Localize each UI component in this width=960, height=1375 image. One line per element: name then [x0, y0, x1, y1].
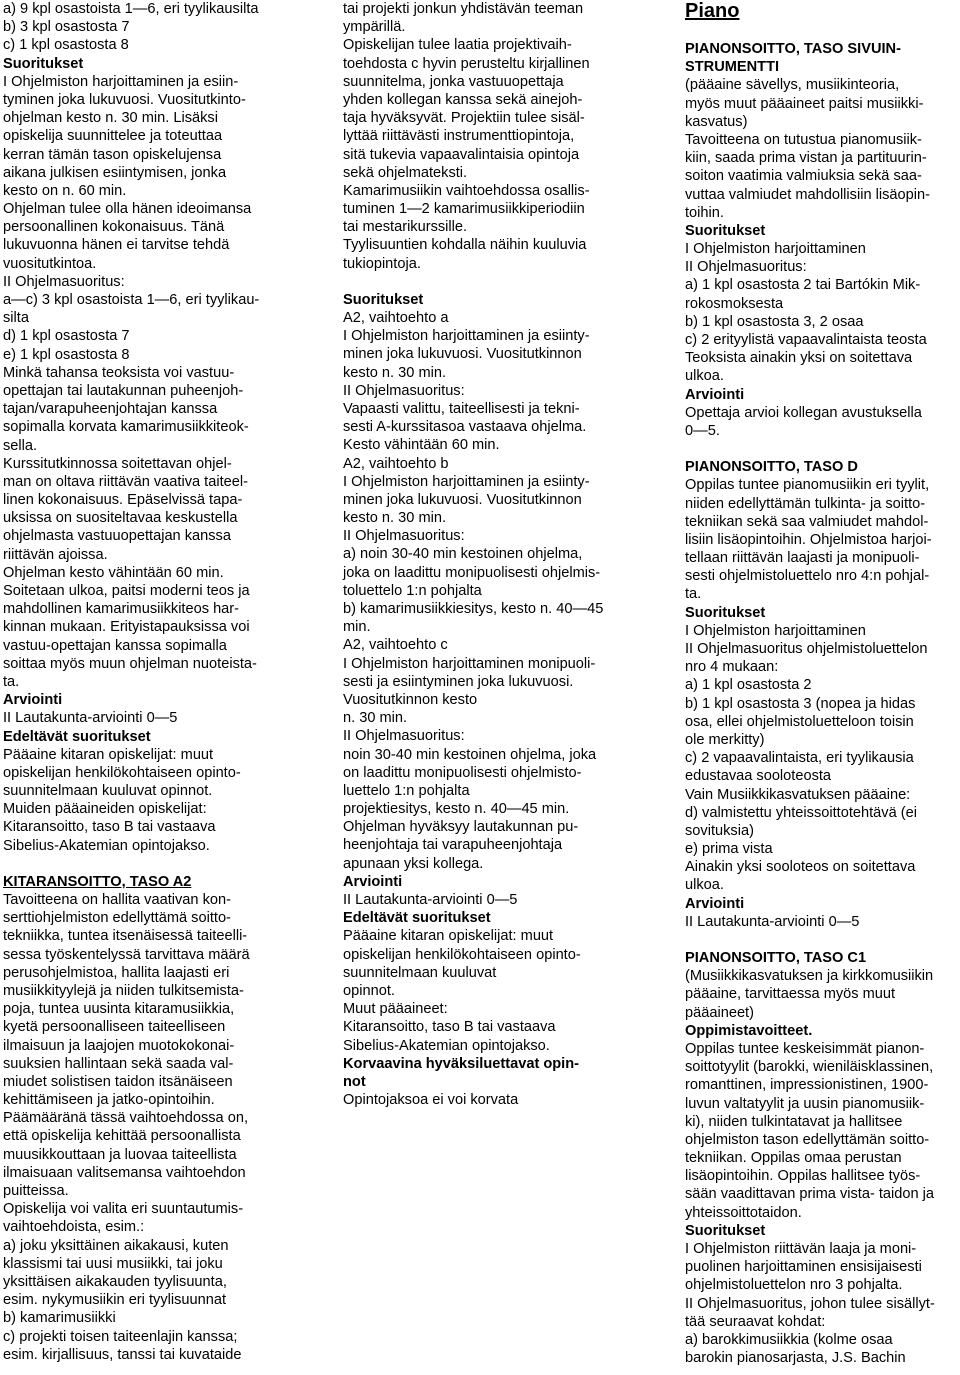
text-line: kesto n. 30 min. — [343, 364, 447, 381]
text-line: vuttaa valmiudet mahdollisiin lisäopin- — [685, 186, 930, 203]
text-line: klassismi tai uusi musiikki, tai joku — [3, 1255, 223, 1272]
text-line: c) 2 erityylistä vapaavalintaista teosta — [685, 332, 927, 348]
text-line: tekniikan. Oppilas omaa perustan — [685, 1150, 902, 1167]
section-heading: KITARANSOITTO, TASO A2 — [3, 873, 192, 890]
bold-heading: Suoritukset — [3, 55, 84, 72]
text-line: tai projekti jonkun yhdistävän teeman — [343, 1, 584, 17]
text-line: Kesto vähintään 60 min. — [343, 437, 500, 454]
text-line: kiin, saada prima vistan ja partituurin- — [685, 150, 927, 167]
text-line: ki), niiden tulkintatavat ja hallitsee — [685, 1113, 903, 1130]
bold-heading: PIANONSOITTO, TASO C1 — [685, 950, 867, 966]
text-line: suuksien hallintaan sekä saada val- — [3, 1055, 234, 1072]
text-line: Opiskelija voi valita eri suuntautumis- — [3, 1201, 244, 1218]
text-line: Kurssitutkinnossa soitettavan ohjel- — [3, 455, 232, 472]
text-line: d) 1 kpl osastosta 7 — [3, 328, 130, 345]
text-line: a) joku yksittäinen aikakausi, kuten — [3, 1237, 229, 1254]
text-line: opiskelija suunnittelee ja toteuttaa — [3, 128, 223, 145]
text-line: Ohjelman hyväksyy lautakunnan pu- — [343, 819, 579, 836]
text-line: edustavaa sooloteosta — [685, 768, 832, 785]
text-line: Teoksista ainakin yksi on soitettava — [685, 350, 913, 367]
text-line: noin 30-40 min kestoinen ohjelma, joka — [343, 746, 597, 763]
text-line: opiskelijan henkilökohtaiseen opinto- — [3, 764, 241, 781]
bold-heading: Suoritukset — [685, 1222, 766, 1239]
text-line: ohjelmiston tason edellyttämän soitto- — [685, 1131, 930, 1148]
text-line: Kitaransoitto, taso B tai vastaava — [343, 1019, 556, 1036]
text-line: myös muut pääaineet paitsi musiikki- — [685, 95, 924, 112]
text-line: tuminen 1—2 kamarimusiikkiperiodiin — [343, 201, 585, 218]
text-line: 0—5. — [685, 422, 720, 439]
text-line: perusohjelmistoa, hallita laajasti eri — [3, 964, 230, 981]
text-line: II Ohjelmasuoritus: — [343, 382, 465, 399]
text-line: Tavoitteena on tutustua pianomusiik- — [685, 131, 922, 148]
text-line: Sibelius-Akatemian opintojakso. — [343, 1037, 550, 1054]
text-line: persoonallinen kokonaisuus. Tänä — [3, 219, 225, 236]
text-line: niiden edellyttämän tulkinta- ja soitto- — [685, 495, 926, 512]
text-line: soittotyylit (barokki, wieniläisklassinen, — [685, 1059, 934, 1076]
text-line: Päämääränä tässä vaihtoehdossa on, — [3, 1110, 249, 1127]
text-line: (pääaine sävellys, musiikinteoria, — [685, 77, 900, 94]
text-line: c) projekti toisen taiteenlajin kanssa; — [3, 1328, 238, 1345]
text-line: kerran tämän tason opiskelujensa — [3, 146, 222, 163]
text-column-middle — [343, 0, 668, 1109]
text-line: (Musiikkikasvatuksen ja kirkkomusiikin — [685, 968, 934, 985]
text-line: Ohjelman kesto vähintään 60 min. — [3, 564, 224, 581]
bold-heading: Edeltävät suoritukset — [343, 910, 491, 927]
bold-heading: Korvaavina hyväksiluettavat opin- — [343, 1055, 580, 1072]
text-line: linen kokonaisuus. Epäselvissä tapa- — [3, 492, 243, 509]
text-line: kesto on n. 60 min. — [3, 182, 127, 199]
text-line: sesti A-kurssitasoa vastaava ohjelma. — [343, 419, 587, 436]
text-line: ulkoa. — [685, 368, 724, 385]
text-line: Pääaine kitaran opiskelijat: muut — [3, 746, 214, 763]
text-line: poja, tuntea uusinta kitaramusiikkia, — [3, 1001, 235, 1018]
text-line: Oppilas tuntee pianomusiikin eri tyylit, — [685, 477, 930, 494]
text-line: luettelo 1:n pohjalta — [343, 782, 470, 799]
text-line: suunnitelma, jonka vastuuopettaja — [343, 73, 564, 90]
text-line: ilmaisuaan valitsemansa vaihtoehdon — [3, 1164, 246, 1181]
spacer — [3, 855, 328, 873]
text-line: nro 4 mukaan: — [685, 659, 779, 676]
text-line: I Ohjelmiston harjoittaminen ja esiinty- — [343, 328, 590, 345]
text-line: uksissa on suositeltavaa keskustella — [3, 510, 238, 527]
text-line: toihin. — [685, 204, 724, 221]
text-line: vaihtoehdoista, esim.: — [3, 1219, 145, 1236]
text-line: min. — [343, 619, 371, 636]
text-line: A2, vaihtoehto c — [343, 637, 448, 654]
text-line: Minkä tahansa teoksista voi vastuu- — [3, 364, 235, 381]
text-line: ympärillä. — [343, 19, 406, 36]
text-line: tajan/varapuheenjohtajan kanssa — [3, 401, 218, 418]
text-line: Opintojaksoa ei voi korvata — [343, 1092, 519, 1109]
text-line: b) kamarimusiikki — [3, 1310, 116, 1327]
text-line: aikana julkisen esiintymisen, jonka — [3, 164, 227, 181]
text-line: suunnitelmaan kuuluvat opinnot. — [3, 783, 213, 800]
text-line: b) 1 kpl osastosta 3, 2 osaa — [685, 313, 864, 330]
text-line: Muut pääaineet: — [343, 1001, 448, 1018]
text-line: lyttää riittävästi instrumenttiopintoja, — [343, 128, 575, 145]
text-line: II Lautakunta-arviointi 0—5 — [685, 913, 860, 930]
text-line: a—c) 3 kpl osastoista 1—6, eri tyylikau- — [3, 292, 260, 308]
text-line: lukuvuonna hänen ei tarvitse tehdä — [3, 237, 230, 254]
text-line: b) 1 kpl osastosta 3 (nopea ja hidas — [685, 695, 916, 712]
text-line: barokin pianosarjasta, J.S. Bachin — [685, 1350, 906, 1367]
text-line: että opiskelija kehittää persoonallista — [3, 1128, 241, 1145]
text-line: Vuositutkinnon kesto — [343, 691, 478, 708]
text-line: luvun valtatyylit ja uusin pianomusiik- — [685, 1095, 925, 1112]
bold-heading: PIANONSOITTO, TASO D — [685, 459, 858, 476]
text-line: Oppilas tuntee keskeisimmät pianon- — [685, 1040, 925, 1057]
text-line: pääaine, tarvittaessa myös muut — [685, 986, 896, 1003]
text-line: romanttinen, impressionistinen, 1900- — [685, 1077, 929, 1094]
text-line: I Ohjelmiston harjoittaminen — [685, 241, 866, 258]
spacer — [685, 23, 960, 40]
text-line: Opiskelijan tulee laatia projektivaih- — [343, 37, 572, 54]
section-title: Piano — [685, 0, 740, 22]
text-line: opettajan tai lautakunnan puheenjoh- — [3, 382, 244, 399]
text-line: suunnitelmaan kuuluvat — [343, 964, 497, 981]
text-line: kasvatus) — [685, 113, 748, 130]
text-line: a) 1 kpl osastosta 2 tai Bartókin Mik- — [685, 277, 921, 294]
spacer — [685, 931, 960, 949]
text-line: lisäopintoihin. Oppilas hallitsee työs- — [685, 1168, 921, 1185]
text-line: I Ohjelmiston harjoittaminen ja esiinty- — [343, 473, 590, 490]
text-line: kyetä persoonalliseen taiteelliseen — [3, 1019, 226, 1036]
bold-heading: Suoritukset — [343, 291, 424, 308]
text-line: tukiopintoja. — [343, 255, 421, 272]
text-line: osa, ellei ohjelmistoluetteloon toisin — [685, 713, 914, 730]
text-line: d) valmistettu yhteissoittotehtävä (ei — [685, 804, 917, 821]
text-line: a) noin 30-40 min kestoinen ohjelma, — [343, 546, 583, 563]
text-line: toluettelo 1:n pohjalta — [343, 582, 482, 599]
text-line: sään vaadittavan prima vista- taidon ja — [685, 1186, 935, 1203]
text-line: kinnan mukaan. Erityistapauksissa voi — [3, 619, 250, 636]
text-line: sopimalla korvata kamarimusiikkiteok- — [3, 419, 249, 436]
text-line: sitä tukevia vapaavalintaisia opintoja — [343, 146, 580, 163]
text-line: opiskelijan henkilökohtaiseen opinto- — [343, 946, 581, 963]
text-line: I Ohjelmiston harjoittaminen ja esiin- — [3, 73, 239, 90]
text-line: projektiesitys, kesto n. 40—45 min. — [343, 801, 570, 818]
text-line: sesti ohjelmistoluettelo nro 4:n pohjal- — [685, 568, 930, 585]
text-line: Muiden pääaineiden opiskelijat: — [3, 801, 207, 818]
text-line: soittaa myös muun ohjelman nuoteista- — [3, 655, 257, 672]
text-line: apunaan yksi kollega. — [343, 855, 484, 872]
text-line: I Ohjelmiston harjoittaminen monipuoli- — [343, 655, 596, 672]
text-line: rokosmoksesta — [685, 295, 784, 312]
text-line: Ainakin yksi sooloteos on soitettava — [685, 859, 916, 876]
text-line: II Lautakunta-arviointi 0—5 — [3, 710, 178, 727]
bold-heading: Edeltävät suoritukset — [3, 728, 151, 745]
text-line: silta — [3, 310, 29, 327]
text-line: yksittäisen aikakauden tyylisuunta, — [3, 1273, 227, 1290]
text-line: kehittämiseen ja jatko-opintoihin. — [3, 1092, 215, 1109]
text-line: tellaan riittävän laajasti ja monipuoli- — [685, 550, 920, 567]
text-line: II Ohjelmasuoritus ohjelmistoluettelon — [685, 641, 928, 657]
text-line: vastuu-opettajan kanssa sopimalla — [3, 637, 227, 654]
text-line: ole merkitty) — [685, 731, 765, 748]
spacer — [685, 440, 960, 458]
text-line: esim. nykymusiikin eri tyylisuunnat — [3, 1292, 227, 1309]
text-line: II Ohjelmasuoritus: — [685, 259, 807, 276]
text-line: minen joka lukuvuosi. Vuositutkinnon — [343, 491, 582, 508]
spacer — [343, 273, 668, 291]
text-line: tekniikka, tuntea itsenäisessä taiteelli- — [3, 928, 248, 945]
text-line: Tyylisuuntien kohdalla näihin kuuluvia — [343, 237, 587, 254]
text-line: heenjohtaja tai varapuheenjohtaja — [343, 837, 563, 854]
text-line: I Ohjelmiston riittävän laaja ja moni- — [685, 1241, 917, 1257]
text-line: ohjelmasta vastuuopettajan kanssa — [3, 528, 231, 545]
text-line: Vapaasti valittu, taiteellisesti ja tekni- — [343, 400, 580, 417]
text-line: b) kamarimusiikkiesitys, kesto n. 40—45 — [343, 601, 604, 617]
text-line: b) 3 kpl osastosta 7 — [3, 19, 130, 36]
text-line: sessa työskentelyssä tarvittava määrä — [3, 946, 250, 963]
text-line: Ohjelman tulee olla hänen ideoimansa — [3, 201, 252, 218]
text-line: pääaineet) — [685, 1004, 754, 1021]
text-line: opinnot. — [343, 982, 395, 999]
text-line: II Ohjelmasuoritus: — [343, 528, 465, 545]
text-line: II Ohjelmasuoritus: — [3, 273, 125, 290]
bold-heading: STRUMENTTI — [685, 59, 780, 76]
text-line: A2, vaihtoehto b — [343, 455, 449, 472]
text-column-left — [3, 0, 328, 1364]
text-line: joka on laadittu monipuolisesti ohjelmis- — [343, 564, 601, 581]
text-line: tää seuraavat kohdat: — [685, 1313, 826, 1330]
text-line: Soitetaan ulkoa, paitsi moderni teos ja — [3, 583, 250, 599]
text-line: muusikkouttaan ja luovaa taiteellista — [3, 1146, 237, 1163]
text-line: ilmaisuun ja laajojen muotokokonai- — [3, 1037, 235, 1054]
text-line: tekniikan sekä saa valmiudet mahdol- — [685, 513, 929, 530]
text-line: c) 1 kpl osastosta 8 — [3, 37, 129, 54]
text-line: miudet solistisen taidon itsänäiseen — [3, 1073, 233, 1090]
text-line: a) 9 kpl osastoista 1—6, eri tyylikausilta — [3, 1, 259, 17]
text-line: toehdosta c hyvin perusteltu kirjallinen — [343, 55, 590, 72]
bold-heading: Arviointi — [685, 386, 745, 403]
text-line: esim. kirjallisuus, tanssi tai kuvataide — [3, 1346, 242, 1363]
text-line: Kitaransoitto, taso B tai vastaava — [3, 819, 216, 836]
text-line: serttiohjelmiston edellyttämä soitto- — [3, 910, 231, 927]
text-line: mahdollinen kamarimusiikkiteos har- — [3, 601, 240, 618]
text-line: minen joka lukuvuosi. Vuositutkinnon — [343, 346, 582, 363]
text-line: II Lautakunta-arviointi 0—5 — [343, 892, 518, 908]
text-line: sella. — [3, 437, 38, 454]
text-line: on laadittu monipuolisesti ohjelmisto- — [343, 764, 582, 781]
text-line: Vain Musiikkikasvatuksen pääaine: — [685, 786, 911, 803]
text-line: ohjelman kesto n. 30 min. Lisäksi — [3, 110, 218, 127]
text-line: c) 2 vapaavalintaista, eri tyylikausia — [685, 750, 914, 767]
text-line: lisiin lisäopintoihin. Ohjelmistoa harjoi- — [685, 531, 932, 548]
text-line: yhden kollegan kanssa sekä ainejoh- — [343, 91, 583, 108]
text-line: Kamarimusiikin vaihtoehdossa osallis- — [343, 182, 590, 199]
text-line: II Ohjelmasuoritus, johon tulee sisällyt- — [685, 1295, 935, 1312]
text-line: A2, vaihtoehto a — [343, 310, 449, 326]
text-line: sesti ja esiintyminen joka lukuvuosi. — [343, 673, 574, 690]
text-line: a) barokkimusiikkia (kolme osaa — [685, 1331, 893, 1348]
bold-heading: Suoritukset — [685, 222, 766, 239]
bold-heading: Suoritukset — [685, 604, 766, 621]
text-line: vuositutkintoa. — [3, 255, 97, 272]
text-line: Pääaine kitaran opiskelijat: muut — [343, 928, 554, 945]
text-line: a) 1 kpl osastosta 2 — [685, 677, 812, 694]
text-line: yhteissoittotaidon. — [685, 1204, 802, 1221]
text-line: kesto n. 30 min. — [343, 510, 447, 527]
bold-heading: Arviointi — [343, 873, 403, 890]
text-line: taja hyväksyvät. Projektiin tulee sisäl- — [343, 110, 585, 127]
text-line: Tavoitteena on hallita vaativan kon- — [3, 892, 231, 908]
text-line: puolinen harjoittaminen ensisijaisesti — [685, 1259, 922, 1276]
text-line: puitteissa. — [3, 1183, 69, 1199]
bold-heading: Arviointi — [3, 692, 63, 709]
text-line: e) prima vista — [685, 841, 773, 858]
bold-heading: not — [343, 1073, 366, 1090]
text-line: e) 1 kpl osastosta 8 — [3, 346, 130, 363]
text-line: ulkoa. — [685, 877, 724, 894]
text-line: n. 30 min. — [343, 710, 408, 727]
text-column-right — [685, 0, 960, 1367]
text-line: ta. — [3, 673, 20, 690]
text-line: ta. — [685, 586, 702, 603]
text-line: riittävän ajoissa. — [3, 546, 108, 563]
text-line: Opettaja arvioi kollegan avustuksella — [685, 404, 922, 421]
text-line: musiikkityylejä ja niiden tulkitsemista- — [3, 982, 244, 999]
bold-heading: Oppimistavoitteet. — [685, 1022, 813, 1039]
text-line: II Ohjelmasuoritus: — [343, 728, 465, 745]
text-line: man on oltava riittävän vaativa taiteel- — [3, 473, 248, 490]
text-line: ohjelmistoluettelon nro 3 pohjalta. — [685, 1277, 903, 1294]
text-line: tyminen joka lukuvuosi. Vuositutkinto- — [3, 91, 246, 108]
bold-heading: Arviointi — [685, 895, 745, 912]
text-line: sekä ohjelmateksti. — [343, 164, 468, 181]
text-line: Sibelius-Akatemian opintojakso. — [3, 837, 210, 854]
text-line: tai mestarikurssille. — [343, 219, 468, 236]
bold-heading: PIANONSOITTO, TASO SIVUIN- — [685, 41, 901, 57]
text-line: sovituksia) — [685, 822, 754, 839]
text-line: soiton vaatimia valmiuksia sekä saa- — [685, 168, 922, 185]
text-line: I Ohjelmiston harjoittaminen — [685, 622, 866, 639]
